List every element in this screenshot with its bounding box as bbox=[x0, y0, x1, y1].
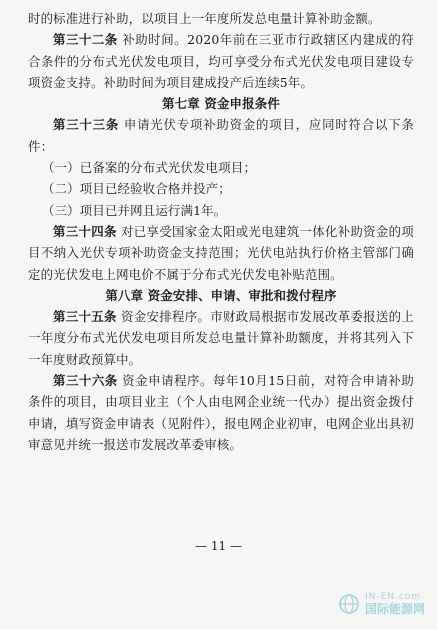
article-34-text: 对已享受国家金太阳或光电建筑一体化补助资金的项目不纳入光伏专项补助资金支持范围；光伏电站执行价格主管部门确定的光伏发电上网电价不属于分布式光伏发电补贴范围。 bbox=[28, 223, 415, 282]
watermark-cn-text: 国际能源网 bbox=[364, 601, 425, 616]
watermark-logo bbox=[338, 593, 425, 616]
article-35-text: 资金安排程序。市财政局根据市发展改革委报送的上一年度分布式光伏发电项目所发总电量计算补助额度，并将其列入下一年度财政预算中。 bbox=[28, 309, 415, 367]
article-33-item-2: （二）项目已经验收合格并投产； bbox=[42, 181, 231, 197]
article-32 bbox=[28, 29, 414, 93]
continuation-text: 时的标准进行补助，以项目上一年度所发总电量计算补助金额。 bbox=[28, 11, 381, 26]
article-34-label: 第三十四条 bbox=[53, 223, 117, 239]
article-33-text: 申请光伏专项补助资金的项目，应同时符合以下条件： bbox=[28, 117, 415, 154]
article-32-label: 第三十二条 bbox=[53, 32, 118, 48]
article-34 bbox=[28, 221, 414, 285]
article-32-text: 补助时间。2020年前在三亚市行政辖区内建成的符合条件的分布式光伏发电项目，均可享受分布式光伏发电项目建设专项资金支持。补助时间为项目建成投产后连续5年。 bbox=[28, 32, 414, 90]
article-33-item-1: （一）已备案的分布式光伏发电项目； bbox=[42, 160, 257, 176]
article-33 bbox=[28, 114, 414, 157]
article-36-label: 第三十六条 bbox=[53, 373, 118, 389]
page-body bbox=[28, 8, 414, 455]
chapter-8-heading: 第八章 资金安排、申请、审批和拨付程序 bbox=[105, 287, 337, 303]
article-35-label: 第三十五条 bbox=[53, 309, 117, 325]
globe-icon bbox=[338, 593, 360, 615]
article-33-item-3: （三）项目已并网且运行满1年。 bbox=[42, 202, 227, 218]
page-number: — 11 — bbox=[195, 539, 242, 553]
article-35 bbox=[28, 306, 414, 370]
chapter-7-heading: 第七章 资金申报条件 bbox=[162, 96, 280, 112]
article-33-label: 第三十三条 bbox=[53, 117, 120, 133]
continuation-paragraph bbox=[28, 8, 414, 29]
watermark-en-text: IN-EN.com bbox=[364, 591, 422, 602]
article-36 bbox=[28, 370, 414, 455]
article-36-text: 资金申请程序。每年10月15日前，对符合申请补助条件的项目，由项目业主（个人由电网企业统一代办）提出资金拨付申请，填写资金申请表（见附件），报电网企业初审，电网企业出具初审意见并统一报送市发展改革委审核。 bbox=[28, 373, 414, 452]
